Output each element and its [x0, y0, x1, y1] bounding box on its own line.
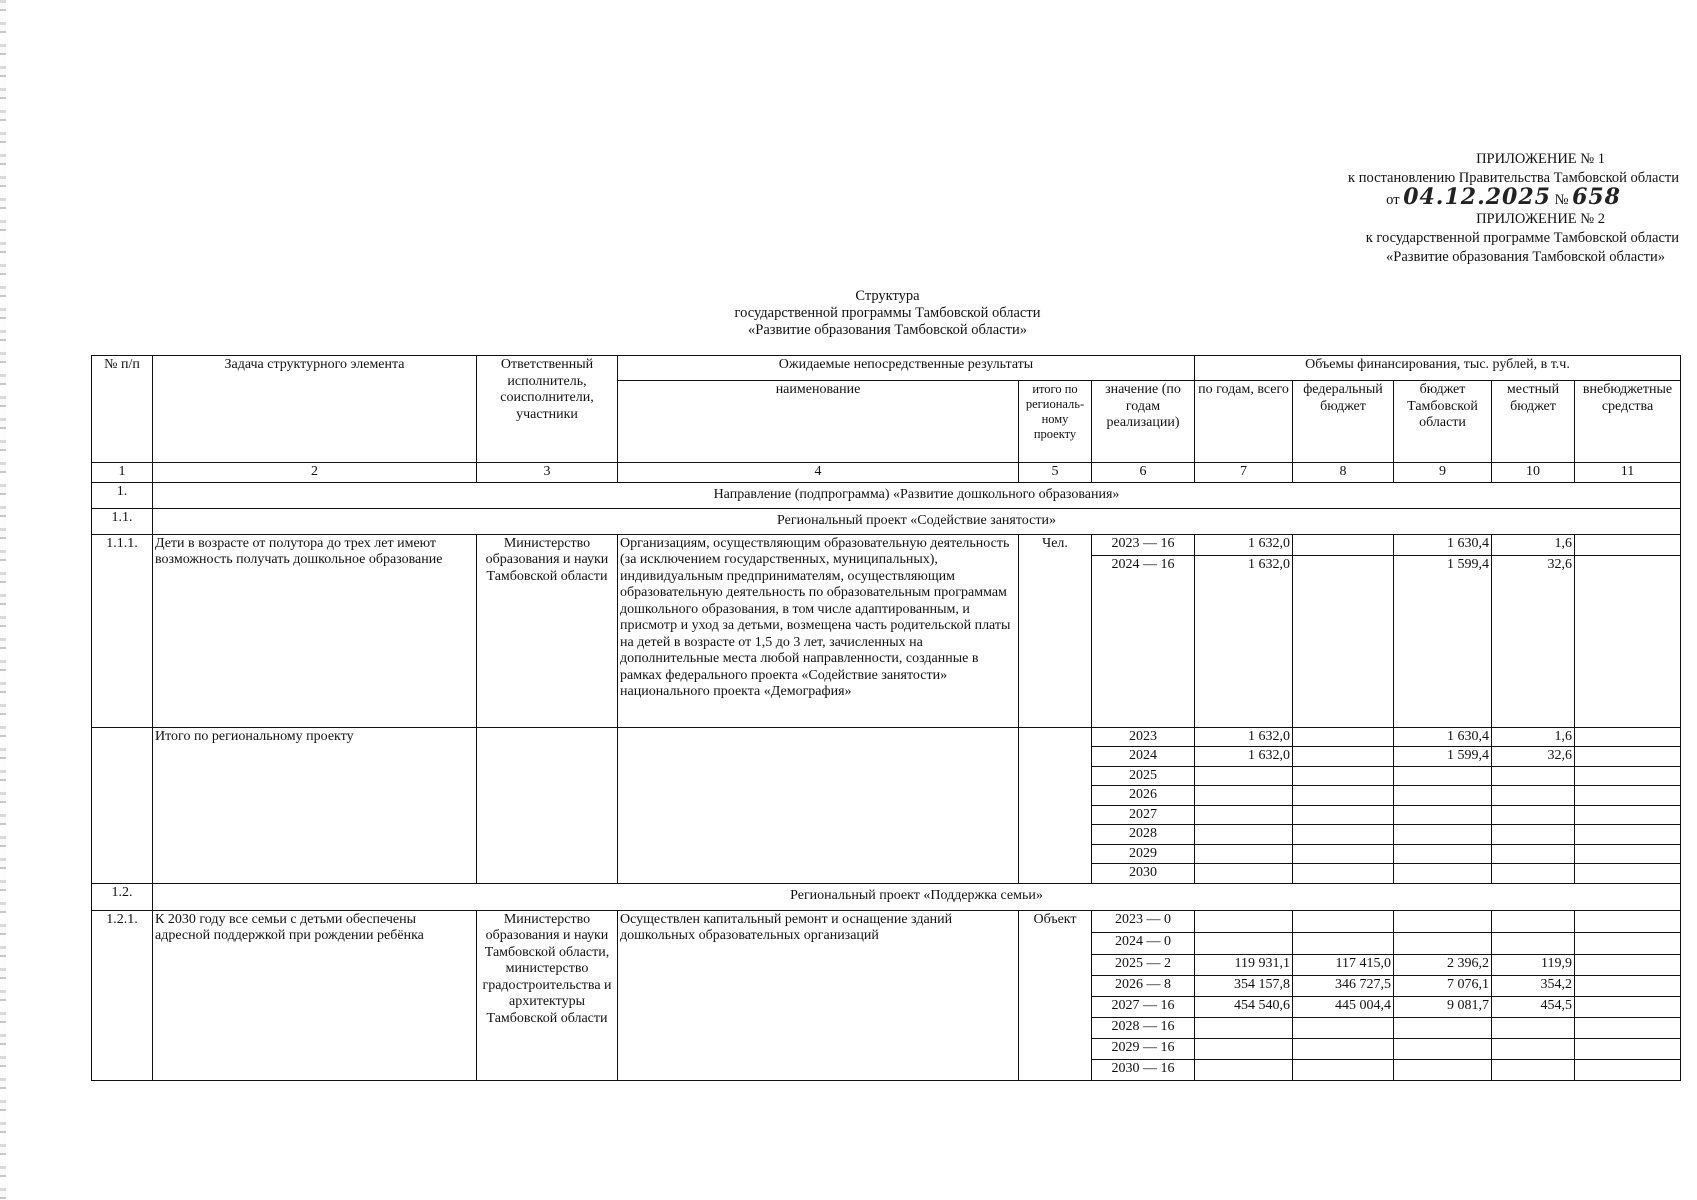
- result-cell: Организациям, осуществляющим образовательную деятельность (за исключением государственных, муниципальных), индивидуальным предпринимателям, осуществляющим образовательную деятельность по образовательным программам дошкольного образования, в том числе адаптированным, и присмотр и уход за детьми, возмещена часть родительской платы на детей в возрасте от 1,5 до 3 лет, зачисленных на дополнительные места любой направленности, созданные в рамках федерального проекта «Содействие занятости» национального проекта «Демография»: [618, 534, 1019, 727]
- unit-cell: Чел.: [1019, 534, 1092, 727]
- header-value: значение (по годам реализации): [1092, 381, 1195, 463]
- task-cell: Дети в возрасте от полутора до трех лет имеют возможность получать дошкольное образование: [153, 534, 477, 727]
- header-local: местный бюджет: [1492, 381, 1575, 463]
- table-row: 2026 — 8 354 157,8 346 727,5 7 076,1 354,2: [92, 975, 1681, 996]
- table-row: 2024 — 0: [92, 932, 1681, 954]
- task-cell: К 2030 году все семьи с детьми обеспечены адресной поддержкой при рождении ребёнка: [153, 910, 477, 1080]
- table-row: 2025 — 2 119 931,1 117 415,0 2 396,2 119,9: [92, 954, 1681, 975]
- project-row: 1.1. Региональный проект «Содействие занятости»: [92, 508, 1681, 534]
- table-row: 1.1.1. Дети в возрасте от полутора до трех лет имеют возможность получать дошкольное образование Министерство образования и науки Тамбовской области Организациям, осуществляющим образовательную деятельность (за исключением государственных, муниципальных), индивидуальным предпринимателям, осуществляющим образовательную деятельность по образовательным программам дошкольного образования, в том числе адаптированным, и присмотр и уход за детьми, возмещена часть родительской платы на детей в возрасте от 1,5 до 3 лет, зачисленных на дополнительные места любой направленности, созданные в рамках федерального проекта «Содействие занятости» национального проекта «Демография» Чел. 2023 — 16 1 632,0 1 630,4 1,6: [92, 534, 1681, 555]
- section-title: Направление (подпрограмма) «Развитие дошкольного образования»: [153, 482, 1681, 508]
- handwritten-number: 658: [1572, 184, 1621, 210]
- header-by-years: по годам, всего: [1195, 381, 1293, 463]
- appendix1-reference: к постановлению Правительства Тамбовской области: [1348, 170, 1679, 186]
- project-row: 1.2. Региональный проект «Поддержка семьи»: [92, 883, 1681, 910]
- scan-edge-artifact: [0, 0, 6, 1200]
- table-row: 2029: [92, 844, 1681, 864]
- total-label: Итого по региональному проекту: [153, 727, 477, 883]
- header-expected-results: Ожидаемые непосредственные результаты: [618, 356, 1195, 381]
- header-num: № п/п: [92, 356, 153, 463]
- table-row: 2030: [92, 864, 1681, 884]
- table-row: 2027: [92, 805, 1681, 825]
- appendix1-date-line: от 04.12.2025 № 658: [1386, 184, 1621, 210]
- table-row: Итого по региональному проекту 2023 1 632,0 1 630,4 1,6: [92, 727, 1681, 747]
- table-row: 2028: [92, 825, 1681, 845]
- header-task: Задача структурного элемента: [153, 356, 477, 463]
- project-title: Региональный проект «Поддержка семьи»: [153, 883, 1681, 910]
- appendix2-program: «Развитие образования Тамбовской области»: [1386, 249, 1665, 265]
- header-total-regional: итого по региональ-ному проекту: [1019, 381, 1092, 463]
- handwritten-date: 04.12.2025: [1403, 184, 1551, 210]
- header-regional-budget: бюджет Тамбовской области: [1394, 381, 1492, 463]
- table-row: 2024 — 16 1 632,0 1 599,4 32,6: [92, 555, 1681, 727]
- header-federal: федеральный бюджет: [1293, 381, 1394, 463]
- table-row: 2030 — 16: [92, 1059, 1681, 1080]
- table-row: 2026: [92, 786, 1681, 806]
- appendix-header: [1348, 150, 1679, 267]
- executor-cell: Министерство образования и науки Тамбовской области: [477, 534, 618, 727]
- appendix2-title: ПРИЛОЖЕНИЕ № 2: [1476, 211, 1605, 227]
- unit-cell: Объект: [1019, 910, 1092, 1080]
- table-row: 2025: [92, 766, 1681, 786]
- header-executor: Ответственный исполнитель, соисполнители, участники: [477, 356, 618, 463]
- project-title: Региональный проект «Содействие занятости»: [153, 508, 1681, 534]
- structure-table: [91, 355, 1681, 1081]
- table-row: 2029 — 16: [92, 1038, 1681, 1059]
- table-row: 2024 1 632,0 1 599,4 32,6: [92, 747, 1681, 767]
- section-row: 1. Направление (подпрограмма) «Развитие дошкольного образования»: [92, 482, 1681, 508]
- appendix1-title: ПРИЛОЖЕНИЕ № 1: [1476, 151, 1605, 167]
- header-extrabudget: внебюджетные средства: [1575, 381, 1681, 463]
- appendix2-reference: к государственной программе Тамбовской области: [1365, 230, 1679, 246]
- table-row: 2027 — 16 454 540,6 445 004,4 9 081,7 454,5: [92, 996, 1681, 1017]
- result-cell: Осуществлен капитальный ремонт и оснащение зданий дошкольных образовательных организаций: [618, 910, 1019, 1080]
- header-financing: Объемы финансирования, тыс. рублей, в т.ч.: [1195, 356, 1681, 381]
- column-numbers-row: 1 2 3 4 5 6 7 8 9 10 11: [92, 463, 1681, 483]
- table-row: 1.2.1. К 2030 году все семьи с детьми обеспечены адресной поддержкой при рождении ребёнка Министерство образования и науки Тамбовской области, министерство градостроительства и архитектуры Тамбовской области Осуществлен капитальный ремонт и оснащение зданий дошкольных образовательных организаций Объект 2023 — 0: [92, 910, 1681, 932]
- table-row: 2028 — 16: [92, 1017, 1681, 1038]
- executor-cell: Министерство образования и науки Тамбовской области, министерство градостроительства и архитектуры Тамбовской области: [477, 910, 618, 1080]
- header-name: наименование: [618, 381, 1019, 463]
- document-title: Структура государственной программы Тамбовской области «Развитие образования Тамбовской области»: [734, 288, 1041, 338]
